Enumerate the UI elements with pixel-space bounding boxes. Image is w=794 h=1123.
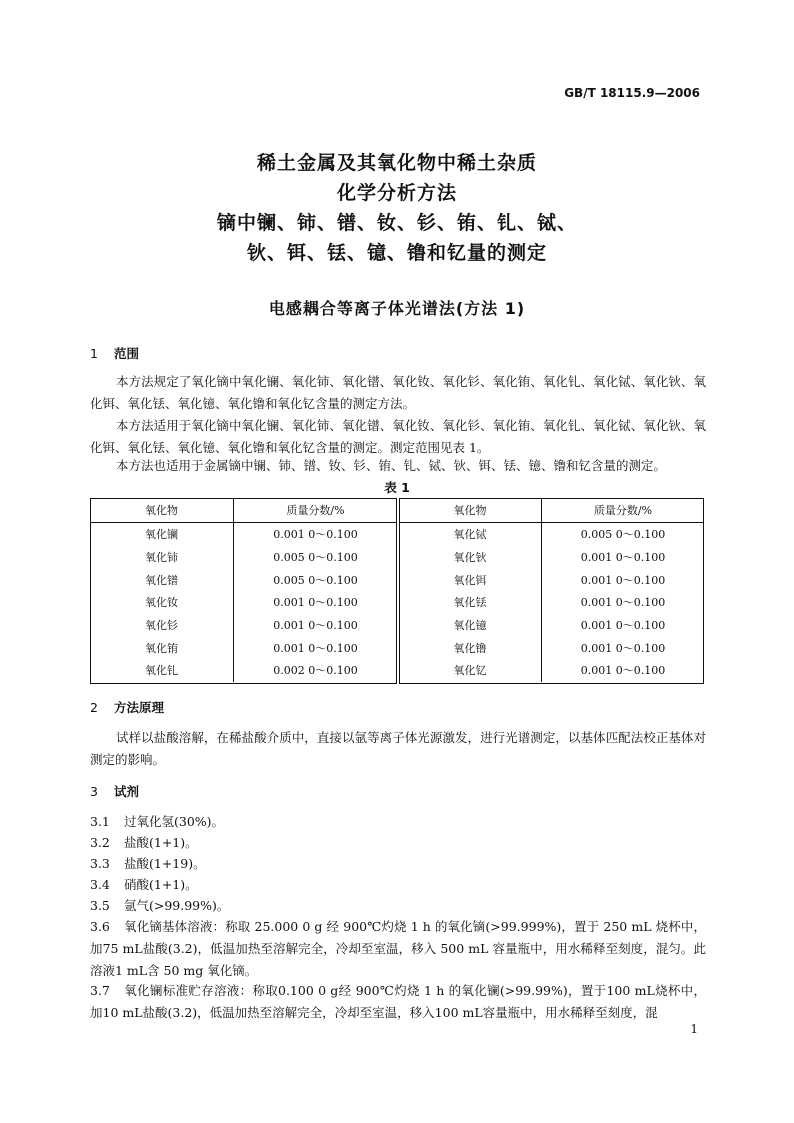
reagent-item [90, 811, 706, 833]
table-cell-range: 0.001 0～0.100 [580, 619, 666, 633]
table-cell-oxide: 氧化钐 [90, 614, 234, 637]
table-header-mass-fraction: 质量分数/% [234, 498, 398, 523]
item-number: 3.1 [90, 814, 110, 829]
standard-code: GB/T 18115.9—2006 [564, 86, 700, 100]
table-cell-range: 0.001 0～0.100 [580, 551, 666, 565]
table-header-mass-fraction: 质量分数/% [541, 498, 704, 523]
table-cell-range: 0.001 0～0.100 [273, 619, 358, 633]
table-cell-range: 0.005 0～0.100 [580, 528, 666, 542]
table-row [90, 523, 397, 546]
section-number: 2 [90, 700, 98, 715]
table-cell-oxide: 氧化钬 [399, 546, 541, 569]
table-cell-range: 0.001 0～0.100 [273, 528, 358, 542]
table-cell-range: 0.002 0～0.100 [273, 664, 358, 678]
table-cell-oxide: 氧化镥 [399, 636, 541, 659]
item-number: 3.5 [90, 898, 110, 913]
table-header-oxide: 氧化物 [90, 498, 234, 523]
table-cell-range: 0.001 0～0.100 [273, 641, 358, 655]
table-row [399, 523, 704, 546]
table-row [399, 546, 704, 569]
table-caption: 表 1 [384, 480, 410, 495]
item-number: 3.6 [90, 919, 110, 934]
table-header-oxide: 氧化物 [399, 498, 541, 523]
scope-paragraph-1: 本方法规定了氧化镝中氧化镧、氧化铈、氧化镨、氧化钕、氧化钐、氧化铕、氧化钆、氧化铽、氧化钬、氧化铒、氧化铥、氧化镱、氧化镥和氧化钇含量的测定方法。 [90, 374, 706, 411]
reagent-item [90, 980, 706, 1024]
item-text: 氧化镝基体溶液：称取 25.000 0 g 经 900℃灼烧 1 h 的氧化镝(>99.999%)，置于 250 mL 烧杯中，加75 mL盐酸(3.2)，低温加热至溶解完全，冷却至室温，移入 500 mL 容量瓶中，用水稀释至刻度，混匀。此溶液1 mL含 50 mg 氧化镝。 [90, 919, 706, 978]
document-title [0, 148, 794, 268]
item-number: 3.7 [90, 983, 110, 998]
table-row [90, 659, 397, 682]
reagent-item [90, 874, 706, 896]
table-cell-range: 0.005 0～0.100 [273, 573, 358, 587]
table-row [399, 659, 704, 682]
scope-paragraph-3: 本方法也适用于金属镝中镧、铈、镨、钕、钐、铕、钆、铽、钬、铒、铥、镱、镥和钇含量的测定。 [116, 458, 667, 473]
table-row [399, 568, 704, 591]
reagent-item [90, 853, 706, 875]
table-row [399, 591, 704, 614]
table-cell-range: 0.001 0～0.100 [580, 596, 666, 610]
table-cell-range: 0.001 0～0.100 [580, 573, 666, 587]
table-cell-oxide: 氧化镧 [90, 523, 234, 546]
item-text: 硝酸(1+1)。 [124, 877, 198, 892]
table-row [399, 636, 704, 659]
table-cell-oxide: 氧化镨 [90, 568, 234, 591]
title-line: 稀土金属及其氧化物中稀土杂质 [256, 152, 537, 174]
section-title: 试剂 [114, 784, 140, 799]
table-cell-range: 0.001 0～0.100 [580, 664, 666, 678]
item-text: 过氧化氢(30%)。 [124, 814, 225, 829]
title-line: 镝中镧、铈、镨、钕、钐、铕、钆、铽、 [216, 212, 577, 234]
item-number: 3.4 [90, 877, 110, 892]
table-cell-oxide: 氧化铕 [90, 636, 234, 659]
table-row [399, 614, 704, 637]
method-title: 电感耦合等离子体光谱法(方法 1) [268, 299, 526, 318]
title-line: 化学分析方法 [336, 182, 457, 204]
title-line: 钬、铒、铥、镱、镥和钇量的测定 [246, 242, 547, 264]
reagent-item [90, 832, 706, 854]
item-text: 盐酸(1+19)。 [124, 856, 206, 871]
table-cell-range: 0.001 0～0.100 [580, 641, 666, 655]
item-number: 3.2 [90, 835, 110, 850]
principle-paragraph: 试样以盐酸溶解，在稀盐酸介质中，直接以氩等离子体光源激发，进行光谱测定，以基体匹配法校正基体对测定的影响。 [90, 730, 706, 767]
table-cell-oxide: 氧化钆 [90, 659, 234, 682]
section-title: 范围 [114, 346, 140, 361]
table-row [90, 591, 397, 614]
table-cell-oxide: 氧化铽 [399, 523, 541, 546]
table-cell-oxide: 氧化铈 [90, 546, 234, 569]
section-title: 方法原理 [114, 700, 165, 715]
table-cell-range: 0.005 0～0.100 [273, 551, 358, 565]
item-text: 盐酸(1+1)。 [124, 835, 198, 850]
item-text: 氧化镧标准贮存溶液：称取0.100 0 g经 900℃灼烧 1 h 的氧化镧(>99.99%)，置于100 mL烧杯中，加10 mL盐酸(3.2)，低温加热至溶解完全，冷却至室温，移入100 mL容量瓶中，用水稀释至刻度，混 [90, 983, 706, 1020]
section-number: 3 [90, 784, 98, 799]
item-text: 氩气(>99.99%)。 [124, 898, 230, 913]
section-heading-reagents [90, 782, 139, 800]
table-row [90, 636, 397, 659]
section-heading-principle [90, 698, 164, 716]
table-cell-oxide: 氧化铥 [399, 591, 541, 614]
section-number: 1 [90, 346, 98, 361]
table-cell-oxide: 氧化镱 [399, 614, 541, 637]
table-left [90, 498, 397, 682]
table-1 [90, 498, 704, 684]
scope-paragraph-2: 本方法适用于氧化镝中氧化镧、氧化铈、氧化镨、氧化钕、氧化钐、氧化铕、氧化钆、氧化铽、氧化钬、氧化铒、氧化铥、氧化镱、氧化镥和氧化钇含量的测定。测定范围见表 1。 [90, 418, 706, 455]
table-row [90, 546, 397, 569]
table-row [90, 614, 397, 637]
item-number: 3.3 [90, 856, 110, 871]
table-right [399, 498, 704, 682]
reagent-item [90, 916, 706, 982]
section-heading-scope [90, 344, 139, 362]
reagent-item [90, 895, 706, 917]
table-cell-range: 0.001 0～0.100 [273, 596, 358, 610]
page-number: 1 [690, 1022, 698, 1036]
table-cell-oxide: 氧化铒 [399, 568, 541, 591]
table-cell-oxide: 氧化钇 [399, 659, 541, 682]
table-row [90, 568, 397, 591]
table-cell-oxide: 氧化钕 [90, 591, 234, 614]
